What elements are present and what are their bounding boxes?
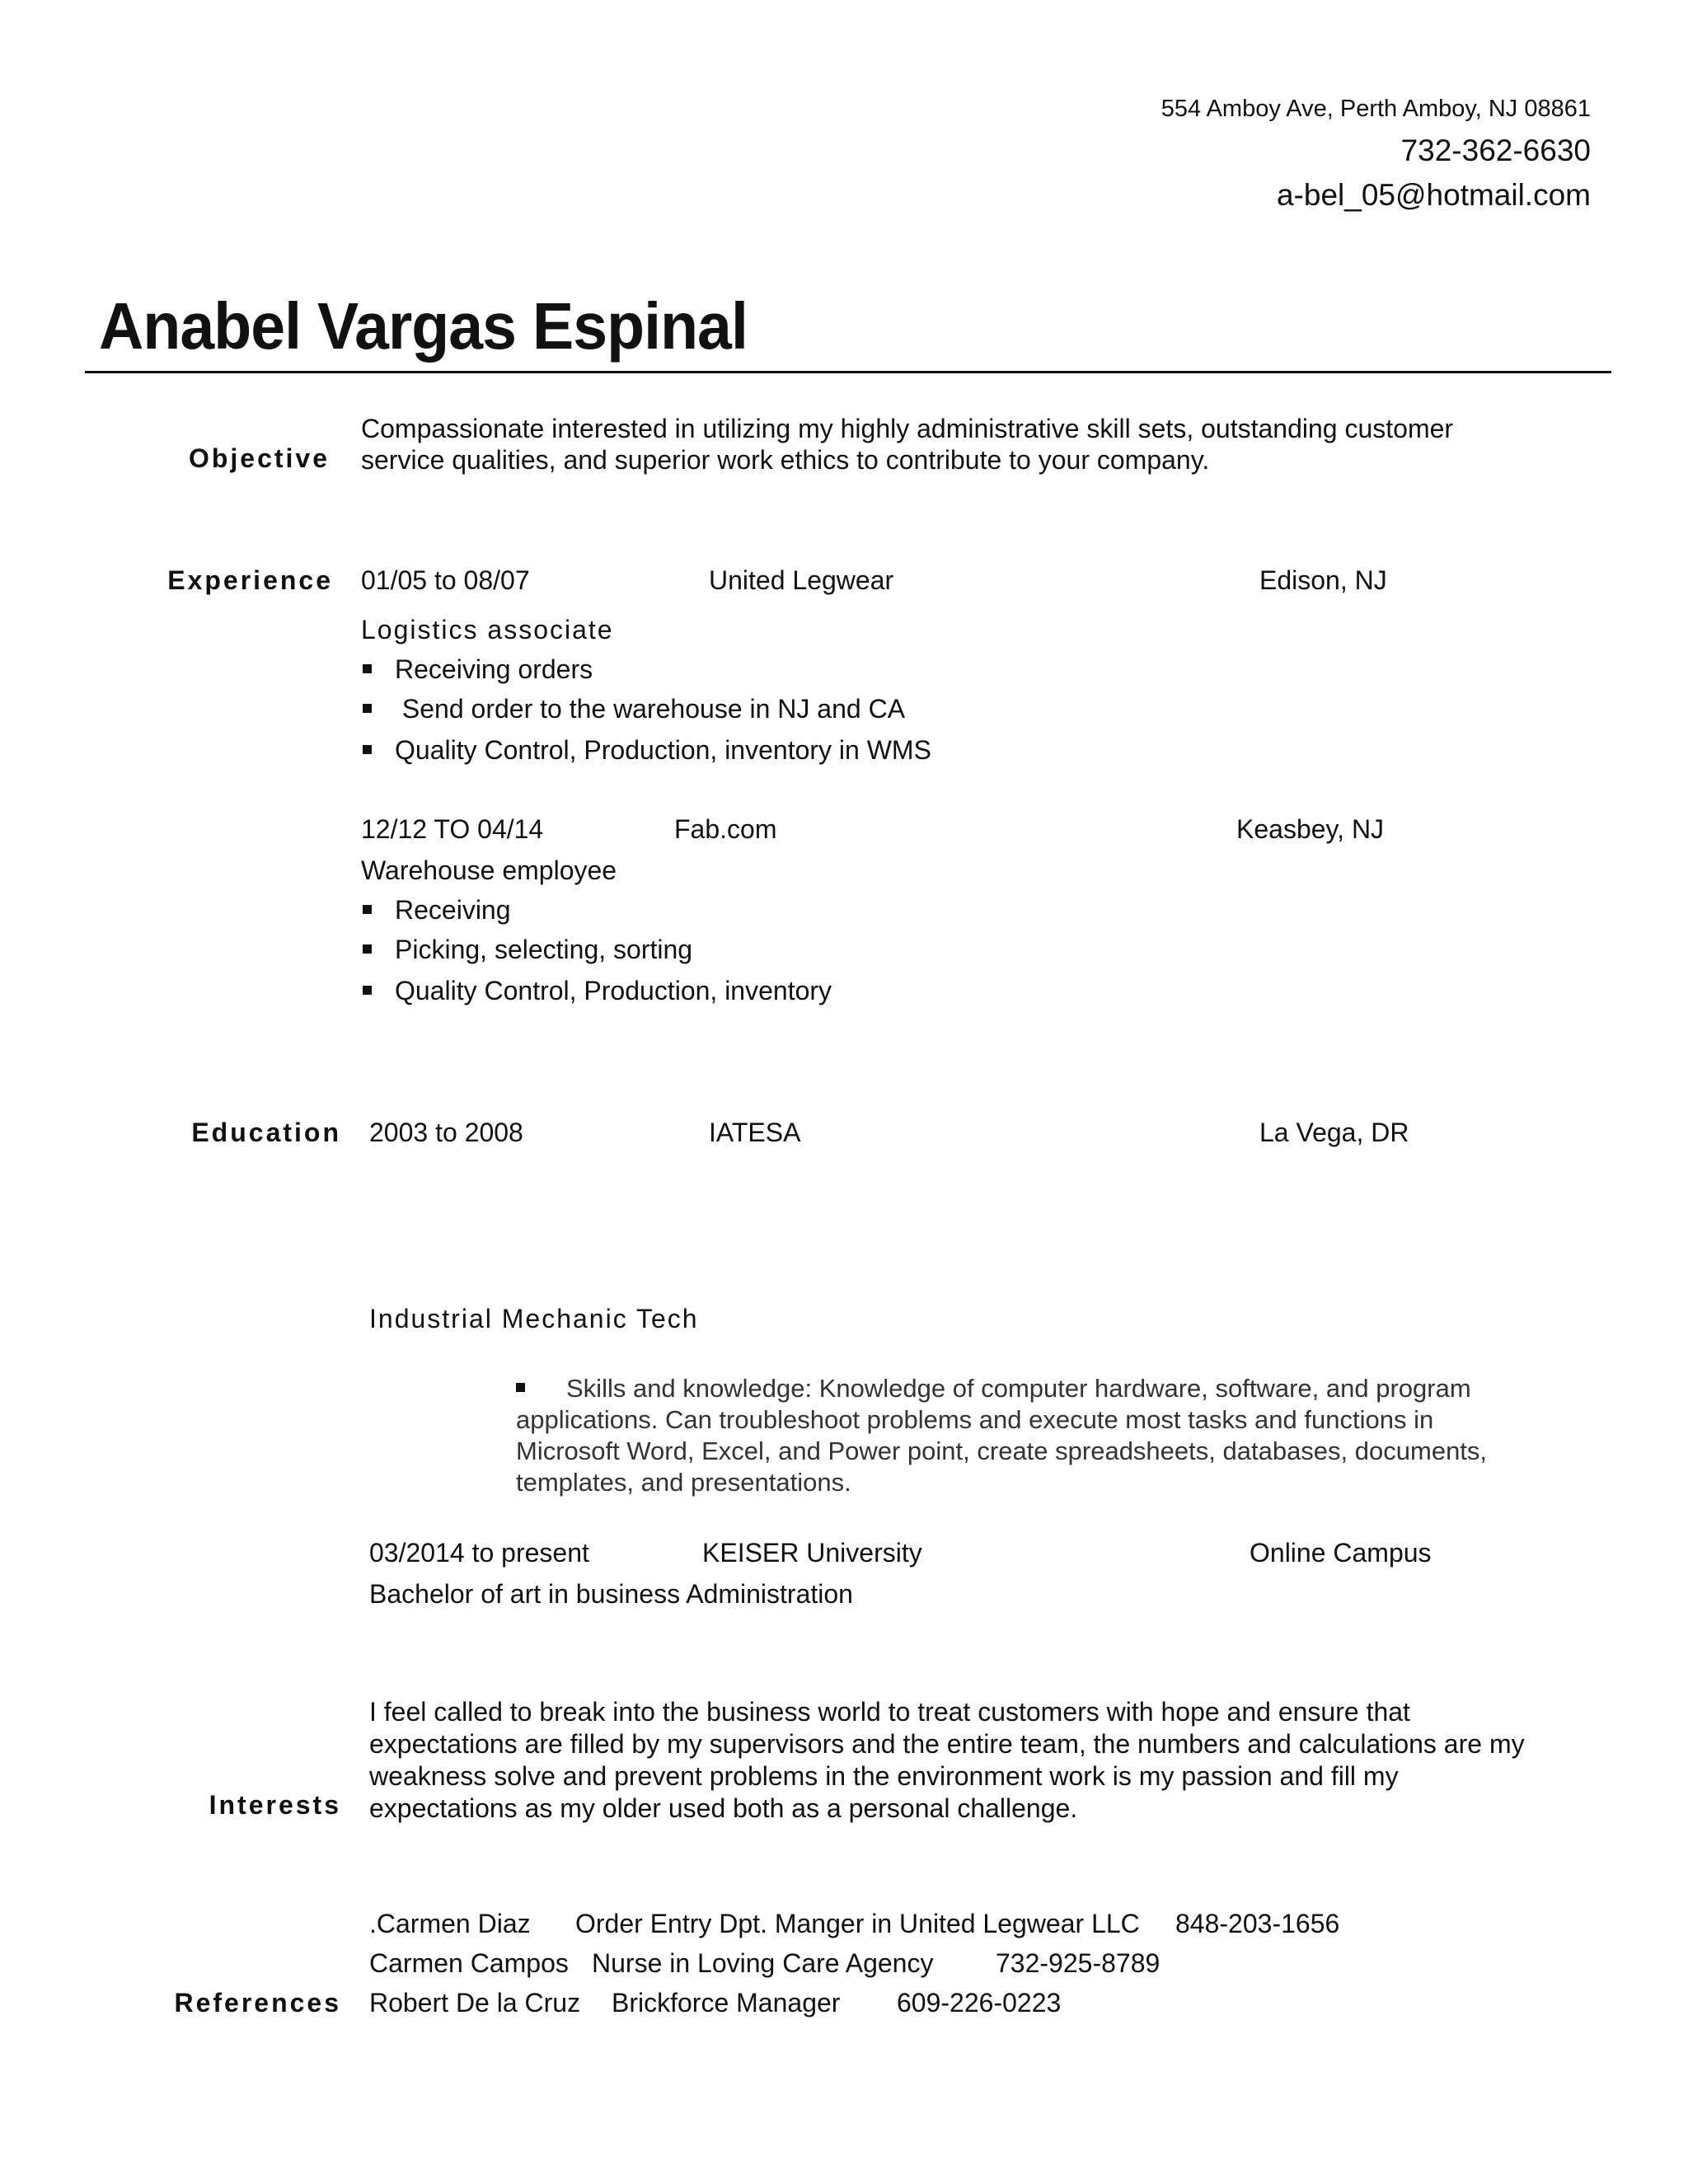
- bullet-square-icon: [363, 944, 372, 954]
- job-1-location: Edison, NJ: [1259, 565, 1387, 595]
- reference-3-role: Brickforce Manager: [612, 1988, 841, 2018]
- interests-label: Interests: [209, 1790, 341, 1820]
- job-1-bullet-1: Receiving orders: [363, 654, 593, 685]
- job-2-location: Keasbey, NJ: [1236, 814, 1385, 844]
- bullet-square-icon: [363, 664, 372, 673]
- interests-line-3: weakness solve and prevent problems in the environment work is my passion and fill my: [369, 1761, 1399, 1791]
- interests-line-1: I feel called to break into the business world to treat customers with hope and ensure that: [369, 1697, 1410, 1727]
- bullet-square-icon: [363, 745, 372, 754]
- interests-line-4: expectations as my older used both as a personal challenge.: [369, 1793, 1078, 1823]
- job-2-bullet-2: Picking, selecting, sorting: [363, 935, 692, 965]
- bullet-square-icon: [363, 905, 372, 914]
- reference-1-phone: 848-203-1656: [1175, 1909, 1340, 1938]
- job-1-bullet-2: Send order to the warehouse in NJ and CA: [363, 694, 905, 724]
- edu-2-location: Online Campus: [1250, 1538, 1432, 1568]
- edu-2-dates: 03/2014 to present: [369, 1538, 589, 1568]
- contact-email: a-bel_05@hotmail.com: [1276, 178, 1591, 212]
- job-1-title: Logistics associate: [361, 615, 614, 644]
- objective-label: Objective: [188, 443, 330, 473]
- education-label: Education: [191, 1118, 341, 1147]
- edu-1-program: Industrial Mechanic Tech: [369, 1304, 699, 1333]
- bullet-square-icon: [363, 986, 372, 995]
- edu-2-school: KEISER University: [702, 1538, 922, 1568]
- skills-line-3: Microsoft Word, Excel, and Power point, create spreadsheets, databases, documents,: [516, 1436, 1488, 1465]
- candidate-name: Anabel Vargas Espinal: [99, 289, 748, 363]
- reference-3-name: Robert De la Cruz: [369, 1988, 581, 2018]
- reference-2-phone: 732-925-8789: [996, 1948, 1160, 1978]
- reference-1-role: Order Entry Dpt. Manger in United Legwear LLC: [575, 1909, 1140, 1938]
- contact-address: 554 Amboy Ave, Perth Amboy, NJ 08861: [1160, 96, 1591, 122]
- contact-phone: 732-362-6630: [1400, 134, 1591, 167]
- edu-1-school: IATESA: [709, 1118, 801, 1147]
- reference-1-name: .Carmen Diaz: [369, 1909, 531, 1938]
- interests-text: [369, 1696, 1589, 1825]
- job-2-dates: 12/12 TO 04/14: [361, 814, 544, 844]
- job-1-company: United Legwear: [709, 565, 894, 595]
- edu-1-location: La Vega, DR: [1259, 1118, 1409, 1147]
- edu-1-dates: 2003 to 2008: [369, 1118, 523, 1147]
- reference-2-name: Carmen Campos: [369, 1948, 569, 1978]
- experience-label: Experience: [167, 565, 333, 595]
- job-2-bullet-3: Quality Control, Production, inventory: [363, 976, 832, 1006]
- skills-line-4: templates, and presentations.: [516, 1468, 851, 1497]
- skills-line-1: Skills and knowledge: Knowledge of computer hardware, software, and program: [516, 1373, 1579, 1404]
- header-rule: [85, 371, 1611, 373]
- job-2-bullet-1: Receiving: [363, 895, 511, 926]
- references-label: References: [174, 1988, 341, 2018]
- job-1-bullet-3: Quality Control, Production, inventory in WMS: [363, 735, 931, 766]
- objective-line-2: service qualities, and superior work ethics to contribute to your company.: [361, 445, 1210, 475]
- skills-line-2: applications. Can troubleshoot problems and execute most tasks and functions in: [516, 1405, 1434, 1434]
- edu-2-program: Bachelor of art in business Administration: [369, 1579, 853, 1609]
- interests-line-2: expectations are filled by my supervisors and the entire team, the numbers and calculations are my: [369, 1729, 1525, 1759]
- reference-2-role: Nurse in Loving Care Agency: [592, 1948, 934, 1978]
- reference-3-phone: 609-226-0223: [897, 1988, 1062, 2018]
- objective-line-1: Compassionate interested in utilizing my highly administrative skill sets, outstanding customer: [361, 414, 1454, 443]
- edu-1-skills: [516, 1373, 1579, 1498]
- job-2-company: Fab.com: [674, 814, 777, 844]
- bullet-square-icon: [516, 1383, 525, 1392]
- bullet-square-icon: [363, 704, 372, 713]
- job-1-dates: 01/05 to 08/07: [361, 565, 530, 595]
- job-2-title: Warehouse employee: [361, 855, 617, 885]
